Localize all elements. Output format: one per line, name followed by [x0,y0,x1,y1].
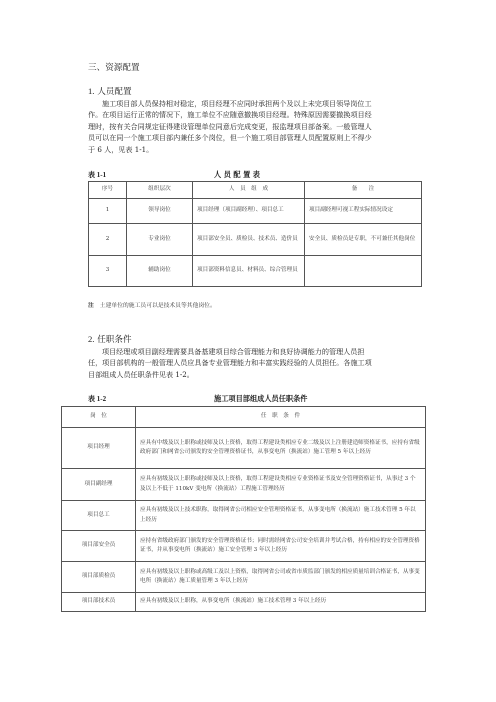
table-number: 表 1-1 [88,171,107,179]
paragraph-line: 于 6 人，见表 1-1。 [88,144,154,154]
note-label: 注 [88,303,94,309]
table-row [89,199,422,224]
table-row [89,256,422,287]
cell-condition: 应具有初级及以上职称或高级工及以上资格，取得网省公司或省市质监部门颁发的相应质量培训合格证书，从事变电所（换流站）施工质量管理 3 年以上经历 [136,562,426,593]
table-title: 施工项目部组成人员任职条件 [214,394,308,403]
cell-remark [305,256,422,287]
column-header: 人 员 组 成 [193,182,305,199]
cell-condition: 应持有省级政府部门颁发的安全管理资格证书；同时需经网省公司安全培训并考试合格，持有相应的安全管理资格证书，并从事变电所（换流站）施工安全管理 3 年以上经历 [136,531,426,562]
subsection-title: 人员配置 [97,87,132,97]
cell-post: 项目总工 [62,501,136,531]
cell-composition: 项目经理（项目副经理）、项目总工 [193,199,305,224]
cell-condition: 应具有初级及以上职称或技师及以上资格，取得工程建设类相应专业资格证书及安全管理资格证书，从事过 3 个及以上不低于 110kV 变电所（换流站）工程施工管理经历 [136,469,426,501]
paragraph-line: 理时，按有关合同规定征得建设管理单位同意后完成变更，报监理项目部备案。一般管理人 [88,121,372,131]
table-header-row [89,182,422,199]
column-header: 组织层次 [127,182,193,199]
cell-remark: 项目副经理可视工程实际情况设定 [305,199,422,224]
qualification-table [61,406,426,612]
paragraph-line: 目部组成人员任职条件见表 1-2。 [88,369,194,379]
cell-remark: 安全员、质检员是专职，不可兼任其他岗位 [305,224,422,256]
cell-condition: 应具有中级及以上职称或技师及以上资格，取得工程建设类相应专业二级及以上注册建造师资格证书，应持有省级政府部门和网省公司颁发的安全管理资格证书，从事变电所（换流站）施工管理 5 年以上经历 [136,428,426,469]
paragraph-staffing [88,98,412,155]
cell-number: 2 [89,224,127,256]
column-header: 备 注 [305,182,422,199]
cell-number: 1 [89,199,127,224]
paragraph-line: 项目经理或项目副经理需要具备基建项目综合管理能力和良好协调能力的管理人员担 [102,347,365,356]
cell-condition: 应具有初级及以上职称，从事变电所（换流站）施工技术管理 3 年以上经历 [136,593,426,612]
subsection-heading-qualifications [88,333,132,345]
paragraph-line: 施工项目部人员保持相对稳定，项目经理不应同时承担两个及以上未完项目领导岗位工 [102,99,372,108]
paragraph-line: 作。在项目运行正常的情况下，施工单位不应随意撤换项目经理。特殊原因需要撤换项目经 [88,110,372,120]
cell-level: 专业岗位 [127,224,193,256]
table-row [89,224,422,256]
table-title: 人 员 配 置 表 [214,170,260,179]
cell-level: 辅助岗位 [127,256,193,287]
column-header: 序号 [89,182,127,199]
cell-level: 领导岗位 [127,199,193,224]
cell-number: 3 [89,256,127,287]
table-note [88,300,216,309]
subsection-heading-staffing [88,85,132,97]
cell-composition: 项目部资料信息员、材料员、综合管理员 [193,256,305,287]
subsection-title: 任职条件 [97,335,132,345]
cell-composition: 项目部安全员、质检员、技术员、造价员 [193,224,305,256]
subsection-number: 1. [88,86,95,96]
paragraph-line: 员可以在同一个施工项目部内兼任多个岗位，但一个施工项目部管理人员配置原则上不得少 [88,133,372,143]
cell-post: 项目副经理 [62,469,136,501]
table-header-row [62,407,426,428]
column-header: 岗 位 [62,407,136,428]
table-row [62,531,426,562]
table-row [62,562,426,593]
cell-post: 项目部技术员 [62,593,136,612]
paragraph-line: 任，项目部机构的一般管理人员应具备专业管理能力和丰富实践经验的人员担任。各施工项 [88,358,372,368]
cell-post: 项目部质检员 [62,562,136,593]
cell-post: 项目部安全员 [62,531,136,562]
cell-condition: 应具有初级及以上技术职称，取得网省公司相应安全管理资格证书，从事变电所（换流站）施工技术管理 5 年以上经历 [136,501,426,531]
column-header: 任 职 条 件 [136,407,426,428]
table-row [62,469,426,501]
section-title: 三、资源配置 [88,63,140,73]
table-row [62,593,426,612]
paragraph-qualifications [88,346,412,380]
note-text: 土建单位的施工员可以是技术员等其他岗位。 [99,303,216,309]
table-number: 表 1-2 [88,395,107,403]
subsection-number: 2. [88,334,95,344]
table-row [62,428,426,469]
staffing-table [88,181,422,287]
table-row [62,501,426,531]
cell-post: 项目经理 [62,428,136,469]
